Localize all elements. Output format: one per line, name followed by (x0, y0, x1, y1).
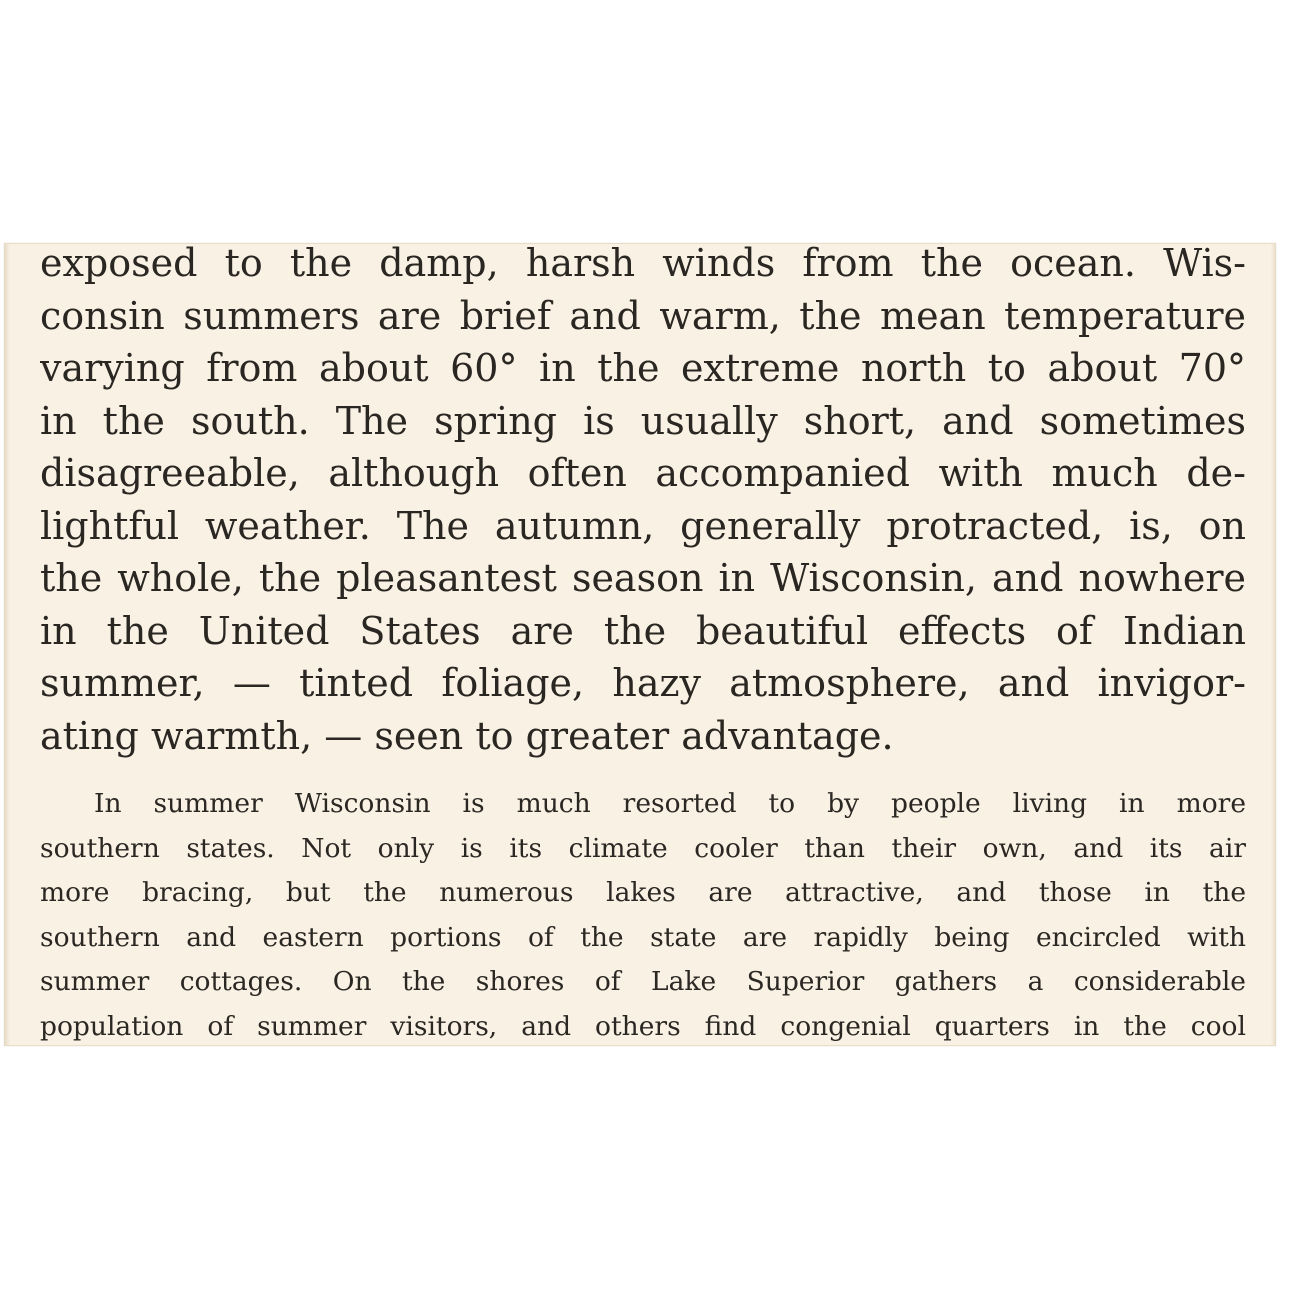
clipping-left-edge (4, 243, 10, 1046)
paragraph-line: in the south. The spring is usually short, and sometimes (40, 398, 1246, 443)
paragraph-line: summer cottages. On the shores of Lake Superior gathers a considerable (40, 966, 1246, 997)
clipping-right-edge (1271, 243, 1276, 1046)
paragraph-line: more bracing, but the numerous lakes are attractive, and those in the (40, 877, 1246, 908)
paragraph-line: summer, — tinted foliage, hazy atmosphere, and invigor- (40, 661, 1246, 705)
paragraph-line: disagreeable, although often accompanied with much de- (40, 451, 1246, 495)
large-print-paragraph (40, 243, 1246, 762)
paragraph-line: ating warmth, — seen to greater advantage. (40, 713, 894, 758)
paragraph-line: southern states. Not only is its climate cooler than their own, and its air (40, 832, 1246, 864)
paragraph-line: southern and eastern portions of the state are rapidly being encircled with (40, 921, 1246, 953)
paragraph-line: in the United States are the beautiful effects of Indian (40, 608, 1246, 653)
paragraph-line: consin summers are brief and warm, the mean temperature (40, 293, 1246, 338)
paragraph-line: exposed to the damp, harsh winds from the ocean. Wis- (40, 243, 1246, 285)
newspaper-clipping (4, 243, 1276, 1046)
paragraph-line: In summer Wisconsin is much resorted to by people living in more (94, 788, 1246, 819)
paragraph-line: lightful weather. The autumn, generally protracted, is, on (40, 503, 1246, 548)
paragraph-line: population of summer visitors, and others find congenial quarters in the cool (40, 1010, 1246, 1042)
paragraph-line: varying from about 60° in the extreme north to about 70° (40, 346, 1246, 390)
paragraph-line: the whole, the pleasantest season in Wisconsin, and nowhere (40, 556, 1246, 600)
small-print-paragraph (40, 782, 1246, 1046)
